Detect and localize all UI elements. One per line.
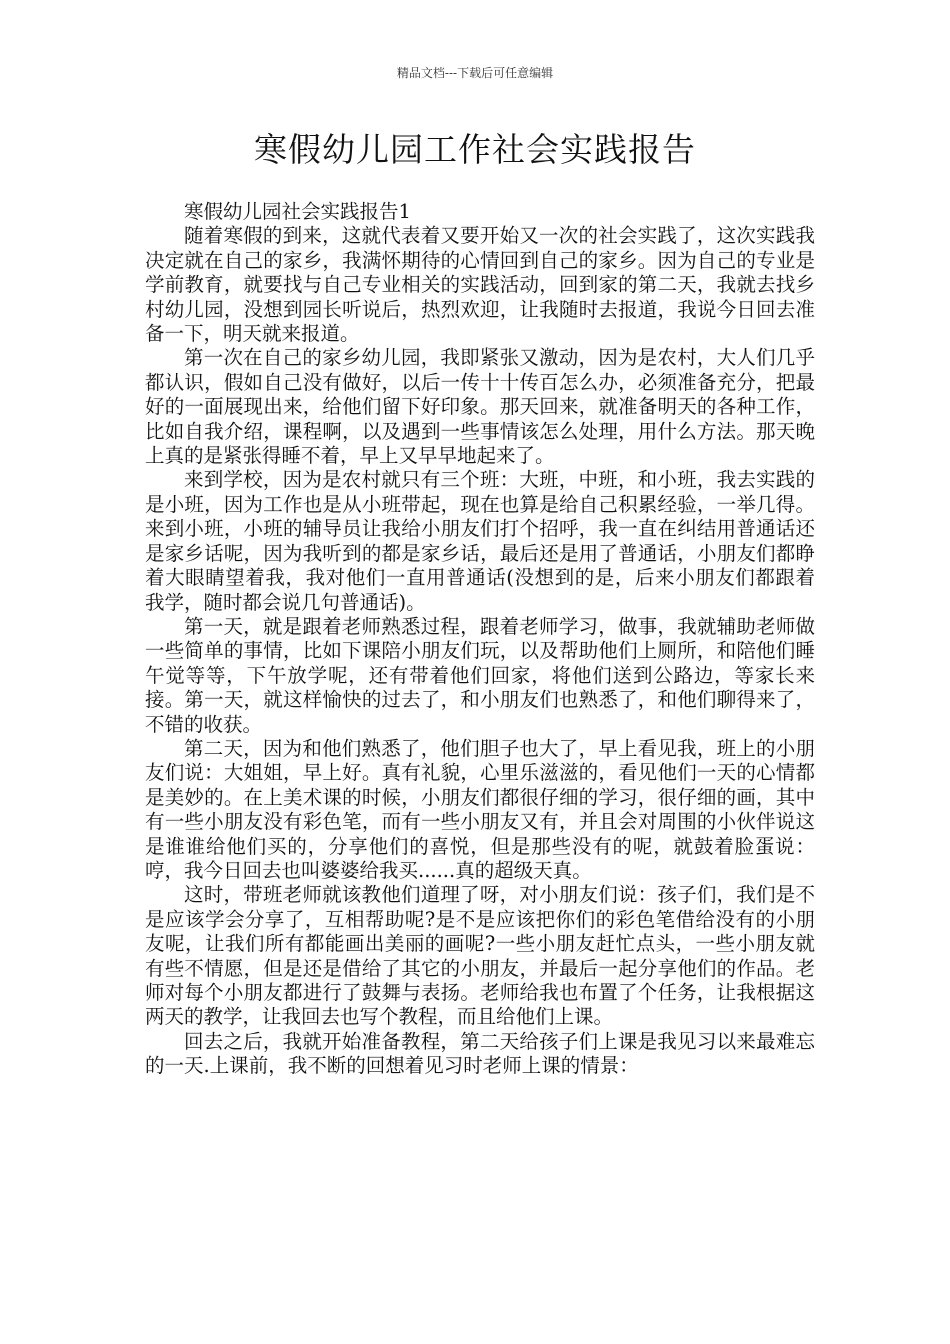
paragraph: 第一次在自己的家乡幼儿园，我即紧张又激动，因为是农村，大人们几乎都认识，假如自己没有做好，以后一传十十传百怎么办，必须准备充分，把最好的一面展现出来，给他们留下好印象。那天回来，就准备明天的各种工作，比如自我介绍，课程啊，以及遇到一些事情该怎么处理，用什么方法。那天晚上真的是紧张得睡不着，早上又早早地起来了。 — [145, 346, 815, 468]
document-title: 寒假幼儿园工作社会实践报告 — [254, 130, 696, 169]
paragraph: 这时，带班老师就该教他们道理了呀，对小朋友们说：孩子们，我们是不是应该学会分享了，互相帮助呢?是不是应该把你们的彩色笔借给没有的小朋友呢，让我们所有都能画出美丽的画呢?一些小朋友赶忙点头，一些小朋友就有些不情愿，但是还是借给了其它的小朋友，并最后一起分享他们的作品。老师对每个小朋友都进行了鼓舞与表扬。老师给我也布置了个任务，让我根据这两天的教学，让我回去也写个教程，而且给他们上课。 — [145, 883, 815, 1029]
paragraph: 回去之后，我就开始准备教程，第二天给孩子们上课是我见习以来最难忘的一天.上课前，我不断的回想着见习时老师上课的情景： — [145, 1029, 815, 1078]
paragraph: 随着寒假的到来，这就代表着又要开始又一次的社会实践了，这次实践我决定就在自己的家乡，我满怀期待的心情回到自己的家乡。因为自己的专业是学前教育，就要找与自己专业相关的实践活动，回到家的第二天，我就去找乡村幼儿园，没想到园长听说后，热烈欢迎，让我随时去报道，我说今日回去准备一下，明天就来报道。 — [145, 224, 815, 346]
page-header: 精品文档---下载后可任意编辑 — [396, 66, 554, 80]
paragraph: 第一天，就是跟着老师熟悉过程，跟着老师学习，做事，我就辅助老师做一些简单的事情，比如下课陪小朋友们玩，以及帮助他们上厕所，和陪他们睡午觉等等，下午放学呢，还有带着他们回家，将他们送到公路边，等家长来接。第一天，就这样愉快的过去了，和小朋友们也熟悉了，和他们聊得来了，不错的收获。 — [145, 614, 815, 736]
paragraph: 来到学校，因为是农村就只有三个班：大班，中班，和小班，我去实践的是小班，因为工作也是从小班带起，现在也算是给自己积累经验，一举几得。来到小班，小班的辅导员让我给小朋友们打个招呼，我一直在纠结用普通话还是家乡话呢，因为我听到的都是家乡话，最后还是用了普通话，小朋友们都睁着大眼睛望着我，我对他们一直用普通话(没想到的是，后来小朋友们都跟着我学，随时都会说几句普通话)。 — [145, 468, 815, 614]
document-body — [145, 200, 815, 1079]
paragraph: 第二天，因为和他们熟悉了，他们胆子也大了，早上看见我，班上的小朋友们说：大姐姐，早上好。真有礼貌，心里乐滋滋的，看见他们一天的心情都是美妙的。在上美术课的时候，小朋友们都很仔细的学习，很仔细的画，其中有一些小朋友没有彩色笔，而有一些小朋友又有，并且会对周围的小伙伴说这是谁谁给他们买的，分享他们的喜悦，但是那些没有的呢，就鼓着脸蛋说：哼，我今日回去也叫婆婆给我买......真的超级天真。 — [145, 736, 815, 882]
section-heading: 寒假幼儿园社会实践报告1 — [184, 200, 411, 223]
